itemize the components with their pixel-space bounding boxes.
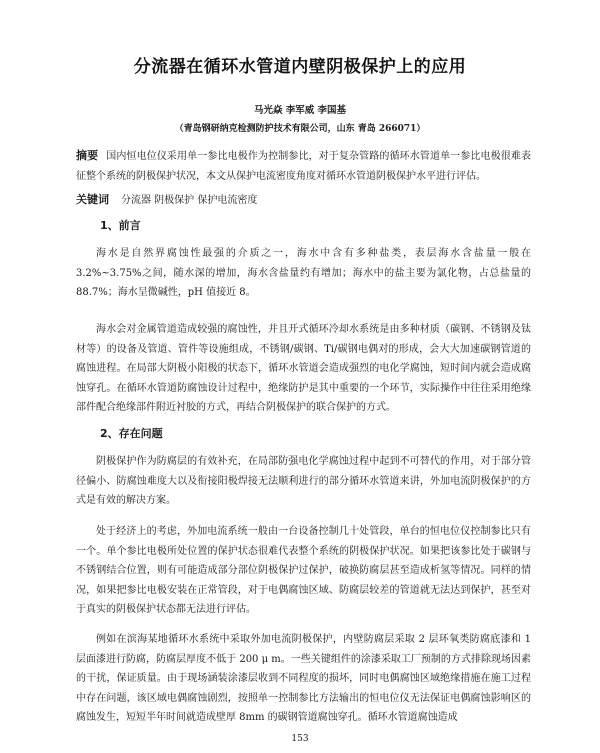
paragraph: 处于经济上的考虑，外加电流系统一般由一台设备控制几十处管段，单台的恒电位仪控制参比只有一个。单个参比电极所处位置的保护状态很难代表整个系统的阴极保护状况。如果把该参比处于碳钢与不锈钢结合位置，则有可能造成部分部位阴极保护过保护，破换防腐层甚至造成析氢等情况。同样的情况，如果把参比电极安装在正常管段，对于电偶腐蚀区域、防腐层较差的管道就无法达到保护，甚至对于真实的阴极保护状态都无法进行评估。 bbox=[76, 526, 531, 615]
paper-title: 分流器在循环水管道内壁阴极保护上的应用 bbox=[133, 57, 467, 77]
keywords-text: 分流器 阴极保护 保护电流密度 bbox=[121, 195, 258, 206]
keywords-label: 关键词 bbox=[76, 193, 109, 206]
page-number: 153 bbox=[291, 734, 309, 744]
affiliation: （青岛钢研纳克检测防护技术有限公司，山东 青岛 266071） bbox=[174, 124, 426, 134]
abstract-text: 国内恒电位仪采用单一参比电极作为控制参比，对于复杂管路的循环水管道单一参比电极很难表征整个系统的阴极保护状况，本文从保护电流密度角度对循环水管道阴极保护水平进行评估。 bbox=[76, 151, 532, 182]
section-heading-intro: 1、前言 bbox=[100, 219, 141, 232]
abstract bbox=[76, 146, 531, 187]
paragraph: 海水是自然界腐蚀性最强的介质之一，海水中含有多种盐类，表层海水含盐量一般在 3.2%~3.75%之间，随水深的增加，海水含盐量约有增加；海水中的盐主要为氯化物，占总盐量的 88.7%；海水呈微碱性，pH 值接近 8。 bbox=[76, 248, 531, 298]
paragraph: 例如在滨海某地循环水系统中采取外加电流阴极保护，内壁防腐层采取 2 层环氧类防腐底漆和 1 层面漆进行防腐，防腐层厚度不低于 200 μ m。一些关键组件的涂漆采取工厂预制的方式排除现场因素的干扰，保证质量。由于现场涵装涂漆层收到不同程度的损坏，同时电偶腐蚀区域绝缘措施在施工过程中存在问题，该区域电偶腐蚀剧烈，按照单一控制参比方法输出的恒电位仪无法保证电偶腐蚀影响区的腐蚀发生，短短半年时间就造成壁厚 8mm 的碳钢管道腐蚀穿孔。循环水管道腐蚀造成 bbox=[76, 634, 531, 723]
paragraph: 海水会对金属管道造成较强的腐蚀性，并且开式循环冷却水系统是由多种材质（碳钢、不锈钢及钛材等）的设备及管道、管件等设施组成，不锈钢/碳钢、Ti/碳钢电偶对的形成，会大大加速碳钢管道的腐蚀进程。在局部大阴极小阳极的状态下，循环水管道会造成强烈的电化学腐蚀，短时间内就会造成腐蚀穿孔。在循环水管道防腐蚀设计过程中，绝缘防护是其中重要的一个环节，实际操作中往往采用绝缘部件配合绝缘部件附近衬胶的方式，再结合阴极保护的联合保护的方式。 bbox=[76, 324, 531, 413]
abstract-label: 摘要 bbox=[76, 149, 99, 162]
section-heading-problems: 2、存在问题 bbox=[100, 427, 163, 440]
keywords bbox=[76, 191, 257, 210]
paragraph: 阴极保护作为防腐层的有效补充，在局部防强电化学腐蚀过程中起到不可替代的作用，对于部分管径偏小、防腐蚀难度大以及衔接阳极焊接无法顺利进行的部分循环水管道来讲，外加电流阴极保护的方式是有效的解决方案。 bbox=[76, 456, 531, 506]
author-list: 马光焱 李军威 李国基 bbox=[253, 105, 347, 116]
